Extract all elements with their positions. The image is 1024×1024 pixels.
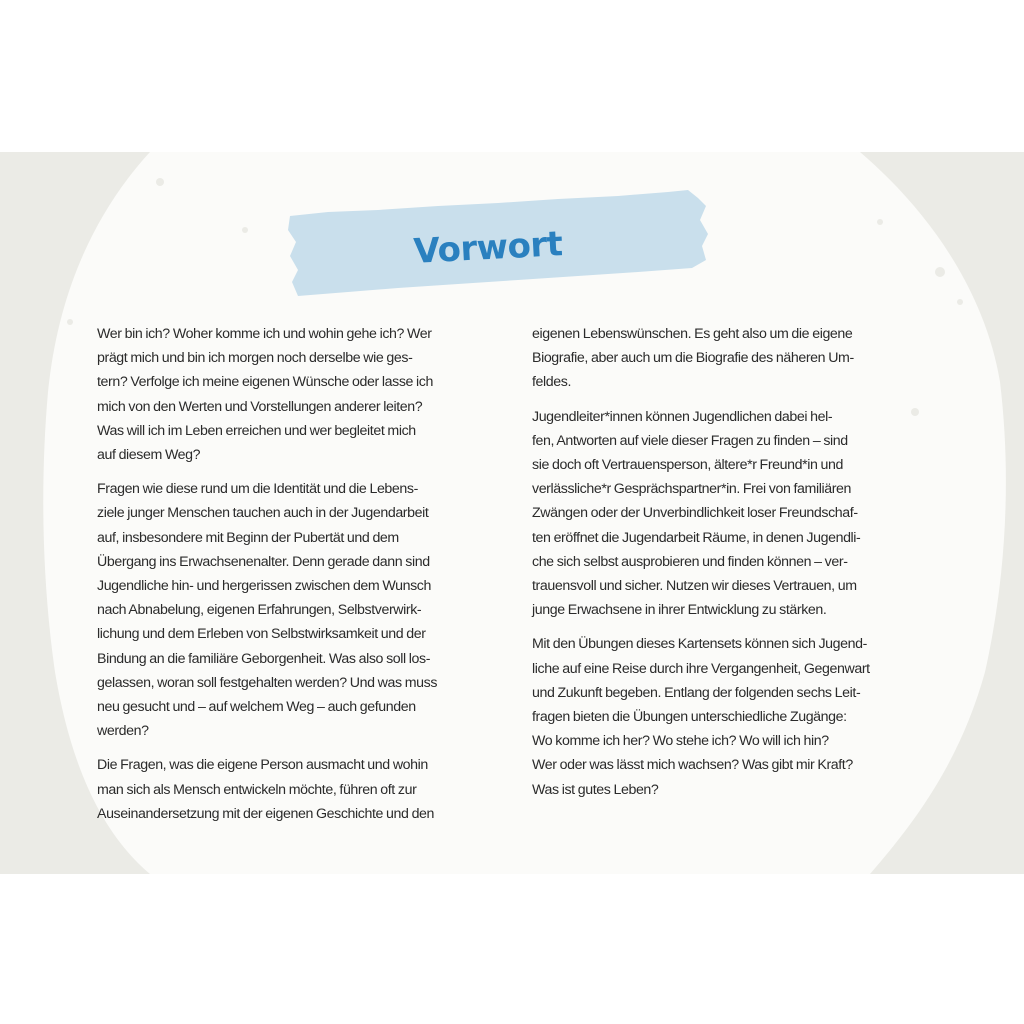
left-column <box>97 322 497 836</box>
paragraph: Fragen wie diese rund um die Identität und die Lebens- ziele junger Menschen tauchen auch in der Jugendarbeit auf, insbesondere mit Beginn der Pubertät und dem Übergang ins Erwachsenenalter. Denn gerade dann sind Jugendliche hin- und hergerissen zwischen dem Wunsch nach Abnabelung, eigenen Erfahrungen, Selbstverwirk- lichung und dem Erleben von Selbstwirksamkeit und der Bindung an die familiäre Geborgenheit. Was also soll los- gelassen, woran soll festgehalten werden? Und was muss neu gesucht und – auf welchem Weg – auch gefunden werden? <box>97 481 438 740</box>
paragraph: Jugendleiter*innen können Jugendlichen dabei hel- fen, Antworten auf viele dieser Fragen zu finden – sind sie doch oft Vertrauensperson, ältere*r Freund*in und verlässliche*r Gesprächspartner*in. Frei von familiären Zwängen oder der Unverbindlichkeit loser Freundschaf- ten eröffnet die Jugendarbeit Räume, in denen Jugendli- che sich selbst ausprobieren und finden können – ver- trauensvoll und sicher. Nutzen wir dieses Vertrauen, um junge Erwachsene in ihrer Entwicklung zu stärken. <box>532 408 861 619</box>
paragraph: Die Fragen, was die eigene Person ausmacht und wohin man sich als Mensch entwickeln möchte, führen oft zur Auseinandersetzung mit der eigenen Geschichte und den <box>97 757 435 822</box>
right-column <box>532 322 932 812</box>
paragraph: eigenen Lebenswünschen. Es geht also um die eigene Biografie, aber auch um die Biografie des näheren Um- feldes. <box>532 326 854 391</box>
paragraph: Mit den Übungen dieses Kartensets können sich Jugend- liche auf eine Reise durch ihre Vergangenheit, Gegenwart und Zukunft begeben. Entlang der folgenden sechs Leit- fragen bieten die Übungen unterschiedliche Zugänge: Wo komme ich her? Wo stehe ich? Wo will ich hin? Wer oder was lässt mich wachsen? Was gibt mir Kraft? Was ist gutes Leben? <box>532 636 870 798</box>
paragraph: Wer bin ich? Woher komme ich und wohin gehe ich? Wer prägt mich und bin ich morgen noch derselbe wie ges- tern? Verfolge ich meine eigenen Wünsche oder lasse ich mich von den Werten und Vorstellungen anderer leiten? Was will ich im Leben erreichen und wer begleitet mich auf diesem Weg? <box>97 326 433 464</box>
card <box>0 152 1024 874</box>
title-banner <box>288 186 712 306</box>
page-title: Vorwort <box>412 224 564 272</box>
